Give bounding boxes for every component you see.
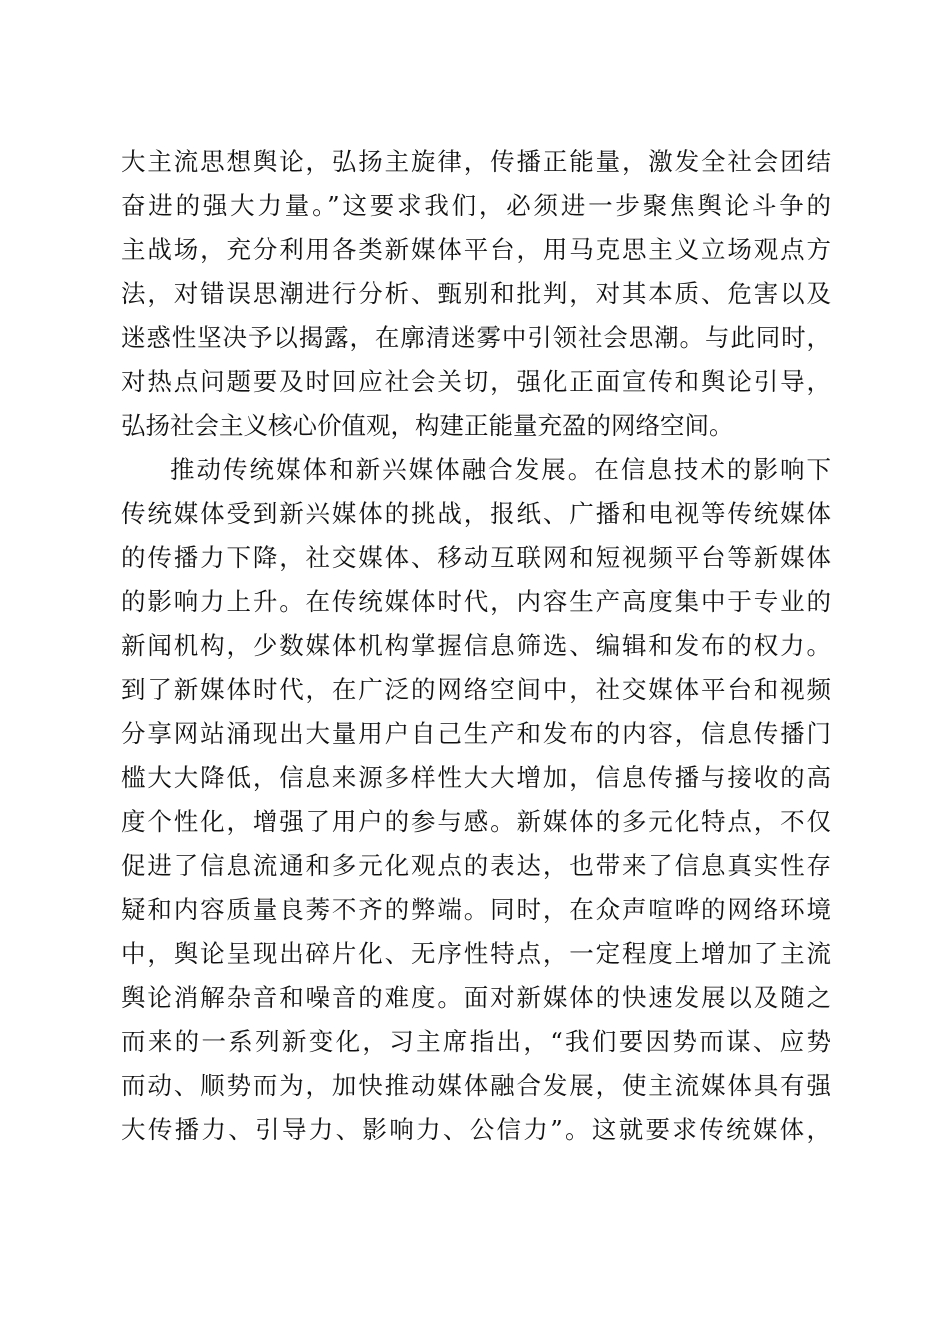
text-line: 大传播力、引导力、影响力、公信力”。这就要求传统媒体，	[121, 1115, 831, 1144]
text-line: 到了新媒体时代，在广泛的网络空间中，社交媒体平台和视频	[121, 675, 831, 704]
text-line: 分享网站涌现出大量用户自己生产和发布的内容，信息传播门	[121, 719, 831, 748]
text-line: 槛大大降低，信息来源多样性大大增加，信息传播与接收的高	[121, 763, 831, 792]
text-line: 的影响力上升。在传统媒体时代，内容生产高度集中于专业的	[121, 587, 831, 616]
text-line: 而动、顺势而为，加快推动媒体融合发展，使主流媒体具有强	[121, 1071, 831, 1100]
text-line: 疑和内容质量良莠不齐的弊端。同时，在众声喧哗的网络环境	[121, 895, 831, 924]
text-line: 迷惑性坚决予以揭露，在廓清迷雾中引领社会思潮。与此同时，	[121, 323, 831, 352]
text-line: 度个性化，增强了用户的参与感。新媒体的多元化特点，不仅	[121, 807, 831, 836]
text-line: 主战场，充分利用各类新媒体平台，用马克思主义立场观点方	[121, 235, 831, 264]
text-line: 传统媒体受到新兴媒体的挑战，报纸、广播和电视等传统媒体	[121, 499, 831, 528]
text-line: 新闻机构，少数媒体机构掌握信息筛选、编辑和发布的权力。	[121, 631, 831, 660]
text-line: 促进了信息流通和多元化观点的表达，也带来了信息真实性存	[121, 851, 831, 880]
text-line: 舆论消解杂音和噪音的难度。面对新媒体的快速发展以及随之	[121, 983, 831, 1012]
text-line: 弘扬社会主义核心价值观，构建正能量充盈的网络空间。	[121, 411, 734, 440]
text-line: 推动传统媒体和新兴媒体融合发展。在信息技术的影响下	[170, 455, 831, 484]
text-line: 大主流思想舆论，弘扬主旋律，传播正能量，激发全社会团结	[121, 147, 831, 176]
text-line: 法，对错误思潮进行分析、甄别和批判，对其本质、危害以及	[121, 279, 831, 308]
text-line: 对热点问题要及时回应社会关切，强化正面宣传和舆论引导，	[121, 367, 831, 396]
text-line: 中，舆论呈现出碎片化、无序性特点，一定程度上增加了主流	[121, 939, 831, 968]
text-line: 而来的一系列新变化，习主席指出，“我们要因势而谋、应势	[121, 1027, 831, 1056]
text-line: 的传播力下降，社交媒体、移动互联网和短视频平台等新媒体	[121, 543, 831, 572]
text-line: 奋进的强大力量。”这要求我们，必须进一步聚焦舆论斗争的	[121, 191, 831, 220]
